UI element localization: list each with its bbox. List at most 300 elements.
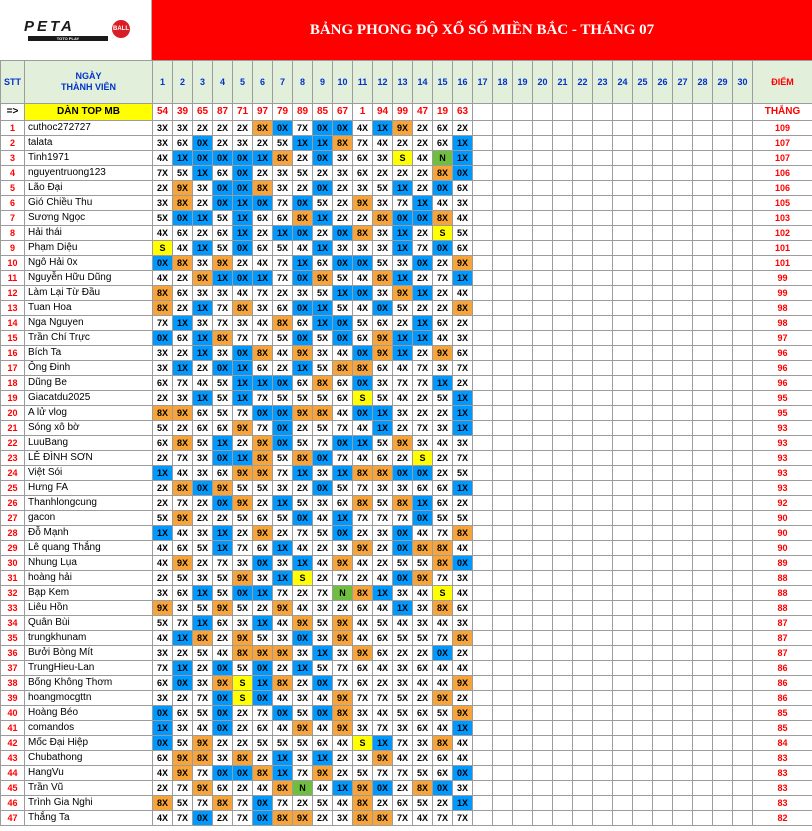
result-cell — [533, 811, 553, 826]
result-cell: 5X — [253, 736, 273, 751]
top-value — [713, 104, 733, 121]
top-arrow: => — [1, 104, 25, 121]
result-cell — [693, 196, 713, 211]
result-cell: 4X — [253, 256, 273, 271]
result-cell: 6X — [173, 331, 193, 346]
result-cell — [673, 436, 693, 451]
result-cell: 1X — [173, 151, 193, 166]
result-cell — [713, 376, 733, 391]
table-row — [1, 346, 812, 361]
result-cell: 7X — [393, 736, 413, 751]
result-cell: 5X — [213, 406, 233, 421]
header-day: 5 — [233, 61, 253, 104]
top-value: 97 — [253, 104, 273, 121]
top-value: 79 — [273, 104, 293, 121]
result-cell: 1X — [353, 436, 373, 451]
result-cell: 0X — [213, 721, 233, 736]
result-cell: 0X — [213, 196, 233, 211]
table-row — [1, 451, 812, 466]
result-cell: 7X — [173, 781, 193, 796]
result-cell: 9X — [433, 691, 453, 706]
row-stt: 15 — [1, 331, 25, 346]
result-cell: 7X — [333, 676, 353, 691]
row-points: 92 — [753, 496, 812, 511]
result-cell — [553, 151, 573, 166]
result-cell — [713, 541, 733, 556]
result-cell: 1X — [393, 181, 413, 196]
result-cell: 1X — [273, 226, 293, 241]
result-cell: 2X — [233, 121, 253, 136]
result-cell: 4X — [413, 676, 433, 691]
result-cell — [513, 346, 533, 361]
top-value — [493, 104, 513, 121]
header-day: 3 — [193, 61, 213, 104]
result-cell — [553, 241, 573, 256]
result-cell — [633, 586, 653, 601]
result-cell: 4X — [153, 631, 173, 646]
header-day: 1 — [153, 61, 173, 104]
table-row — [1, 151, 812, 166]
result-cell: 4X — [313, 556, 333, 571]
result-cell — [733, 616, 753, 631]
result-cell — [473, 211, 493, 226]
row-stt: 40 — [1, 706, 25, 721]
result-cell: 7X — [433, 811, 453, 826]
result-cell: 7X — [353, 136, 373, 151]
result-cell: 4X — [153, 541, 173, 556]
result-cell: 0X — [433, 781, 453, 796]
result-cell: 6X — [453, 601, 473, 616]
result-cell: 9X — [173, 556, 193, 571]
result-cell: 0X — [233, 346, 253, 361]
result-cell: 5X — [313, 796, 333, 811]
result-cell: 0X — [453, 166, 473, 181]
result-cell — [553, 511, 573, 526]
result-cell — [573, 376, 593, 391]
result-cell: 1X — [313, 646, 333, 661]
result-cell: 1X — [213, 541, 233, 556]
result-cell — [693, 541, 713, 556]
row-stt: 26 — [1, 496, 25, 511]
result-cell — [473, 676, 493, 691]
result-cell: 3X — [293, 286, 313, 301]
result-cell — [653, 421, 673, 436]
result-cell — [473, 286, 493, 301]
result-cell: 5X — [273, 511, 293, 526]
result-cell — [633, 361, 653, 376]
result-cell — [553, 796, 573, 811]
result-cell — [533, 541, 553, 556]
table-row — [1, 541, 812, 556]
result-cell: 0X — [353, 376, 373, 391]
result-cell — [593, 556, 613, 571]
result-cell: 2X — [433, 796, 453, 811]
result-cell — [633, 796, 653, 811]
result-cell: 6X — [173, 226, 193, 241]
result-cell: 0X — [333, 331, 353, 346]
result-cell: 5X — [433, 511, 453, 526]
result-cell — [733, 181, 753, 196]
result-cell: 5X — [293, 391, 313, 406]
header-member-label: THÀNH VIÊN — [60, 82, 116, 92]
result-cell: 3X — [433, 421, 453, 436]
result-cell: 0X — [293, 226, 313, 241]
result-cell: 0X — [393, 571, 413, 586]
result-cell: 1X — [293, 556, 313, 571]
row-stt: 3 — [1, 151, 25, 166]
result-cell — [593, 706, 613, 721]
result-cell: 0X — [333, 316, 353, 331]
result-cell — [593, 346, 613, 361]
result-cell: 2X — [153, 181, 173, 196]
result-cell: 3X — [273, 181, 293, 196]
result-cell — [633, 421, 653, 436]
result-cell: 1X — [233, 196, 253, 211]
result-cell — [593, 646, 613, 661]
result-cell: 5X — [373, 496, 393, 511]
result-cell — [653, 781, 673, 796]
result-cell: 1X — [273, 766, 293, 781]
row-points: 88 — [753, 601, 812, 616]
result-cell: 7X — [213, 556, 233, 571]
row-points: 93 — [753, 421, 812, 436]
result-cell: 0X — [413, 511, 433, 526]
result-cell: 1X — [453, 136, 473, 151]
result-cell — [613, 361, 633, 376]
result-cell — [653, 271, 673, 286]
result-cell: 0X — [433, 646, 453, 661]
result-cell — [713, 151, 733, 166]
result-cell: 2X — [173, 301, 193, 316]
result-cell: 0X — [153, 256, 173, 271]
result-cell: 5X — [453, 466, 473, 481]
result-cell: 3X — [233, 136, 253, 151]
result-cell: 4X — [393, 391, 413, 406]
result-cell: 5X — [373, 256, 393, 271]
result-cell — [633, 331, 653, 346]
row-stt: 32 — [1, 586, 25, 601]
result-cell: 4X — [153, 151, 173, 166]
result-cell — [493, 196, 513, 211]
result-cell: 0X — [173, 676, 193, 691]
result-cell — [693, 271, 713, 286]
table-row — [1, 511, 812, 526]
result-cell — [613, 556, 633, 571]
result-cell: 2X — [313, 571, 333, 586]
result-cell: 7X — [273, 271, 293, 286]
result-cell: 4X — [293, 241, 313, 256]
result-cell — [573, 721, 593, 736]
result-cell — [653, 751, 673, 766]
result-cell — [713, 271, 733, 286]
result-cell — [733, 496, 753, 511]
row-stt: 12 — [1, 286, 25, 301]
result-cell: 7X — [193, 766, 213, 781]
result-cell — [553, 616, 573, 631]
top-value — [473, 104, 493, 121]
top-value: 39 — [173, 104, 193, 121]
result-cell: 3X — [273, 631, 293, 646]
result-cell: 0X — [273, 376, 293, 391]
result-cell — [673, 271, 693, 286]
result-cell: 0X — [173, 211, 193, 226]
result-cell — [593, 151, 613, 166]
result-cell — [553, 346, 573, 361]
row-member-name: Quân Bùi — [25, 616, 153, 631]
result-cell — [633, 541, 653, 556]
header-day: 26 — [653, 61, 673, 104]
result-cell: 1X — [413, 196, 433, 211]
table-row — [1, 136, 812, 151]
header-member — [25, 61, 153, 104]
result-cell: 2X — [413, 226, 433, 241]
result-cell: 5X — [373, 616, 393, 631]
result-cell: 6X — [313, 736, 333, 751]
result-cell: 4X — [393, 361, 413, 376]
result-cell: 2X — [373, 541, 393, 556]
row-member-name: Hưng FA — [25, 481, 153, 496]
result-cell: 5X — [413, 796, 433, 811]
row-member-name: Trần Chí Trực — [25, 331, 153, 346]
row-stt: 34 — [1, 616, 25, 631]
table-row — [1, 691, 812, 706]
result-cell — [473, 331, 493, 346]
row-member-name: hoangmocgttn — [25, 691, 153, 706]
result-cell — [613, 301, 633, 316]
result-cell — [473, 466, 493, 481]
result-cell: 2X — [333, 181, 353, 196]
result-cell — [673, 286, 693, 301]
result-cell — [633, 496, 653, 511]
result-cell: 1X — [253, 586, 273, 601]
result-cell: 0X — [213, 496, 233, 511]
result-cell: 0X — [153, 706, 173, 721]
result-cell: 8X — [313, 406, 333, 421]
row-stt: 20 — [1, 406, 25, 421]
result-cell: 3X — [193, 571, 213, 586]
result-cell: 2X — [393, 646, 413, 661]
result-cell — [573, 691, 593, 706]
result-cell — [733, 691, 753, 706]
result-cell: 5X — [253, 631, 273, 646]
result-cell: 5X — [193, 646, 213, 661]
result-cell — [733, 361, 753, 376]
result-cell: 2X — [153, 571, 173, 586]
result-cell — [553, 256, 573, 271]
result-cell — [593, 436, 613, 451]
result-cell: 4X — [293, 601, 313, 616]
row-stt: 42 — [1, 736, 25, 751]
result-cell — [493, 721, 513, 736]
result-cell — [533, 391, 553, 406]
result-cell: 7X — [273, 796, 293, 811]
result-cell: 7X — [393, 811, 413, 826]
result-cell: 4X — [373, 706, 393, 721]
result-cell: 2X — [413, 301, 433, 316]
header-day: 8 — [293, 61, 313, 104]
result-cell: 9X — [433, 346, 453, 361]
result-cell: 1X — [433, 376, 453, 391]
result-cell — [553, 721, 573, 736]
table-row — [1, 391, 812, 406]
result-cell — [733, 646, 753, 661]
result-cell — [493, 796, 513, 811]
result-cell — [533, 766, 553, 781]
result-cell — [673, 646, 693, 661]
result-cell: 4X — [213, 646, 233, 661]
result-cell — [533, 796, 553, 811]
result-cell: 5X — [233, 481, 253, 496]
result-cell: 0X — [233, 766, 253, 781]
result-cell: 2X — [193, 511, 213, 526]
result-cell: 8X — [293, 451, 313, 466]
result-cell — [513, 631, 533, 646]
result-cell — [633, 406, 653, 421]
result-cell — [633, 316, 653, 331]
table-row — [1, 256, 812, 271]
result-cell — [493, 391, 513, 406]
result-cell: 3X — [193, 256, 213, 271]
result-cell: 7X — [153, 661, 173, 676]
result-cell: 1X — [193, 586, 213, 601]
header-day: 15 — [433, 61, 453, 104]
result-cell: 2X — [293, 586, 313, 601]
result-cell: 8X — [353, 586, 373, 601]
result-cell — [673, 421, 693, 436]
result-cell — [633, 736, 653, 751]
result-cell: 1X — [313, 301, 333, 316]
result-cell — [673, 316, 693, 331]
result-cell: 4X — [413, 586, 433, 601]
table-row — [1, 376, 812, 391]
result-cell: 6X — [433, 316, 453, 331]
row-member-name: Việt Sói — [25, 466, 153, 481]
result-cell — [653, 391, 673, 406]
result-cell — [693, 781, 713, 796]
result-cell: 3X — [393, 256, 413, 271]
result-cell: 2X — [193, 121, 213, 136]
result-cell — [713, 526, 733, 541]
result-cell: 0X — [453, 556, 473, 571]
result-cell — [673, 676, 693, 691]
result-cell — [633, 631, 653, 646]
result-cell — [693, 406, 713, 421]
result-cell: 7X — [453, 451, 473, 466]
result-cell: 7X — [193, 796, 213, 811]
result-cell: 5X — [453, 226, 473, 241]
result-cell: 2X — [313, 226, 333, 241]
row-member-name: A lử vlog — [25, 406, 153, 421]
result-cell — [693, 376, 713, 391]
result-cell: 7X — [273, 256, 293, 271]
row-member-name: Hoàng Béo — [25, 706, 153, 721]
result-cell: 9X — [213, 481, 233, 496]
result-cell: 1X — [253, 376, 273, 391]
result-cell — [493, 331, 513, 346]
result-cell — [733, 541, 753, 556]
result-cell: 0X — [393, 541, 413, 556]
result-cell: 7X — [413, 376, 433, 391]
result-cell: 8X — [233, 751, 253, 766]
result-cell: 7X — [173, 811, 193, 826]
result-cell: 3X — [293, 646, 313, 661]
result-cell — [573, 361, 593, 376]
result-cell — [653, 136, 673, 151]
result-cell — [493, 451, 513, 466]
header-day: 17 — [473, 61, 493, 104]
result-cell: 2X — [393, 136, 413, 151]
result-cell: 2X — [193, 226, 213, 241]
result-cell: 5X — [293, 706, 313, 721]
result-cell: 2X — [213, 511, 233, 526]
result-cell: 0X — [273, 421, 293, 436]
result-cell — [653, 256, 673, 271]
result-cell — [693, 361, 713, 376]
result-cell: 5X — [313, 661, 333, 676]
result-cell: 4X — [353, 556, 373, 571]
result-cell: 2X — [373, 796, 393, 811]
result-cell: 2X — [293, 151, 313, 166]
result-cell — [533, 181, 553, 196]
result-cell — [513, 271, 533, 286]
result-cell — [733, 571, 753, 586]
result-cell: 4X — [273, 721, 293, 736]
result-cell — [493, 571, 513, 586]
result-cell — [593, 181, 613, 196]
row-stt: 39 — [1, 691, 25, 706]
table-row — [1, 571, 812, 586]
result-cell — [613, 271, 633, 286]
result-cell — [713, 586, 733, 601]
result-cell: 3X — [413, 736, 433, 751]
result-cell — [573, 661, 593, 676]
result-cell — [613, 796, 633, 811]
table-row — [1, 601, 812, 616]
result-cell — [473, 301, 493, 316]
row-points: 83 — [753, 796, 812, 811]
result-cell — [473, 526, 493, 541]
result-cell — [633, 556, 653, 571]
result-cell: 8X — [293, 211, 313, 226]
result-cell: 6X — [173, 136, 193, 151]
result-cell: 2X — [193, 196, 213, 211]
result-cell: 3X — [153, 121, 173, 136]
result-cell — [533, 211, 553, 226]
result-cell: 1X — [153, 721, 173, 736]
result-cell: 8X — [433, 211, 453, 226]
result-cell — [553, 676, 573, 691]
result-cell: 3X — [313, 496, 333, 511]
result-cell: 8X — [413, 541, 433, 556]
result-cell: 2X — [453, 316, 473, 331]
result-cell: 2X — [413, 121, 433, 136]
result-cell — [533, 751, 553, 766]
result-cell — [593, 376, 613, 391]
result-cell: 1X — [393, 271, 413, 286]
result-cell — [593, 271, 613, 286]
result-cell — [613, 181, 633, 196]
result-cell — [593, 586, 613, 601]
result-cell: 6X — [293, 316, 313, 331]
result-cell — [493, 496, 513, 511]
result-cell — [593, 796, 613, 811]
result-cell: 8X — [373, 271, 393, 286]
result-cell: 7X — [433, 631, 453, 646]
table-row — [1, 661, 812, 676]
result-cell — [533, 301, 553, 316]
header-day: 21 — [553, 61, 573, 104]
result-cell: 8X — [373, 466, 393, 481]
